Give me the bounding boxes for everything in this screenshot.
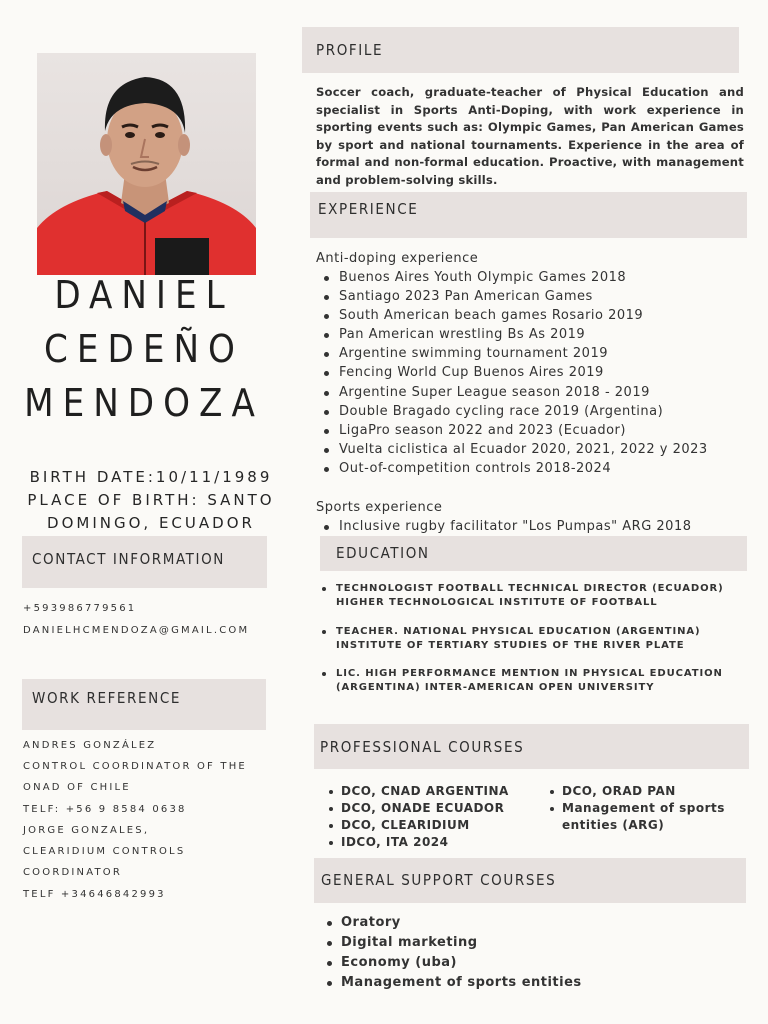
list-item-continuation: entities (ARG) [562, 818, 665, 832]
reference-line: CONTROL COORDINATOR OF THE [23, 761, 247, 772]
reference-line: COORDINATOR [23, 867, 122, 878]
reference-line: JORGE GONZALES, [23, 825, 150, 836]
list-item: Inclusive rugby facilitator "Los Pumpas" ARG 2018 [316, 517, 692, 536]
list-item: Digital marketing [322, 933, 582, 953]
profile-photo [37, 53, 256, 275]
list-item: Management of sports entities [322, 973, 582, 993]
name-line-last: MENDOZA [24, 381, 264, 425]
name-line-middle: CEDEÑO [44, 327, 244, 371]
birth-date: BIRTH DATE:10/11/1989 [29, 468, 273, 486]
list-item: DCO, ORAD PAN [545, 783, 725, 800]
antidoping-label: Anti-doping experience [316, 251, 479, 266]
education-degree: TECHNOLOGIST FOOTBALL TECHNICAL DIRECTOR (ECUADOR) [336, 583, 724, 594]
name-line-first: DANIEL [54, 273, 234, 317]
list-item: Pan American wrestling Bs As 2019 [316, 325, 708, 344]
list-item: DCO, ONADE ECUADOR [324, 800, 509, 817]
list-item: DCO, CNAD ARGENTINA [324, 783, 509, 800]
list-item: DCO, CLEARIDIUM [324, 817, 509, 834]
education-degree: TEACHER. NATIONAL PHYSICAL EDUCATION (ARGENTINA) [336, 626, 701, 637]
contact-heading: CONTACT INFORMATION [32, 550, 225, 568]
education-institution: INSTITUTE OF TERTIARY STUDIES OF THE RIVER PLATE [336, 640, 685, 651]
support-courses-heading: GENERAL SUPPORT COURSES [321, 871, 557, 889]
list-item: Vuelta ciclistica al Ecuador 2020, 2021, 2022 y 2023 [316, 440, 708, 459]
education-heading: EDUCATION [336, 544, 430, 562]
contact-phone: +593986779561 [23, 603, 137, 614]
reference-line: CLEARIDIUM CONTROLS [23, 846, 186, 857]
experience-heading: EXPERIENCE [318, 200, 419, 218]
list-item: Buenos Aires Youth Olympic Games 2018 [316, 268, 708, 287]
contact-email: DANIELHCMENDOZA@GMAIL.COM [23, 625, 250, 636]
list-item: LigaPro season 2022 and 2023 (Ecuador) [316, 421, 708, 440]
education-item [322, 625, 722, 653]
list-item: Double Bragado cycling race 2019 (Argentina) [316, 402, 708, 421]
professional-courses-heading: PROFESSIONAL COURSES [320, 738, 525, 756]
reference-line: ONAD OF CHILE [23, 782, 131, 793]
list-item: Argentine Super League season 2018 - 2019 [316, 383, 708, 402]
education-institution: (ARGENTINA) INTER-AMERICAN OPEN UNIVERSITY [336, 682, 655, 693]
list-item: Fencing World Cup Buenos Aires 2019 [316, 363, 708, 382]
birth-place-line-2: DOMINGO, ECUADOR [47, 514, 255, 532]
list-item: Oratory [322, 913, 582, 933]
support-courses-list [322, 913, 582, 993]
education-item [322, 582, 722, 610]
portrait-image [37, 53, 256, 275]
education-item [322, 667, 722, 695]
list-item: Management of sports [545, 800, 725, 817]
reference-line: TELF +34646842993 [23, 889, 166, 900]
professional-courses-list-right [545, 783, 725, 834]
sports-experience-label: Sports experience [316, 500, 443, 515]
work-reference-heading: WORK REFERENCE [32, 689, 182, 707]
reference-line: ANDRES GONZÁLEZ [23, 740, 157, 751]
list-item: Out-of-competition controls 2018-2024 [316, 459, 708, 478]
education-institution: HIGHER TECHNOLOGICAL INSTITUTE OF FOOTBALL [336, 597, 658, 608]
list-item: Santiago 2023 Pan American Games [316, 287, 708, 306]
list-item: Argentine swimming tournament 2019 [316, 344, 708, 363]
list-item: South American beach games Rosario 2019 [316, 306, 708, 325]
list-item: Economy (uba) [322, 953, 582, 973]
education-degree: LIC. HIGH PERFORMANCE MENTION IN PHYSICAL EDUCATION [336, 668, 723, 679]
professional-courses-list-left [324, 783, 509, 851]
reference-line: TELF: +56 9 8584 0638 [23, 804, 187, 815]
birth-place-line-1: PLACE OF BIRTH: SANTO [27, 491, 275, 509]
profile-heading: PROFILE [316, 41, 384, 59]
antidoping-list [316, 268, 708, 478]
profile-summary: Soccer coach, graduate-teacher of Physical Education and specialist in Sports Anti-Doping, with work experience in sporting events such as: Olympic Games, Pan American Games by sport and national tournaments. Experience in the area of formal and non-formal education. Proactive, with management and problem-solving skills. [316, 85, 744, 187]
list-item: IDCO, ITA 2024 [324, 834, 509, 851]
sports-experience-list [316, 517, 692, 536]
